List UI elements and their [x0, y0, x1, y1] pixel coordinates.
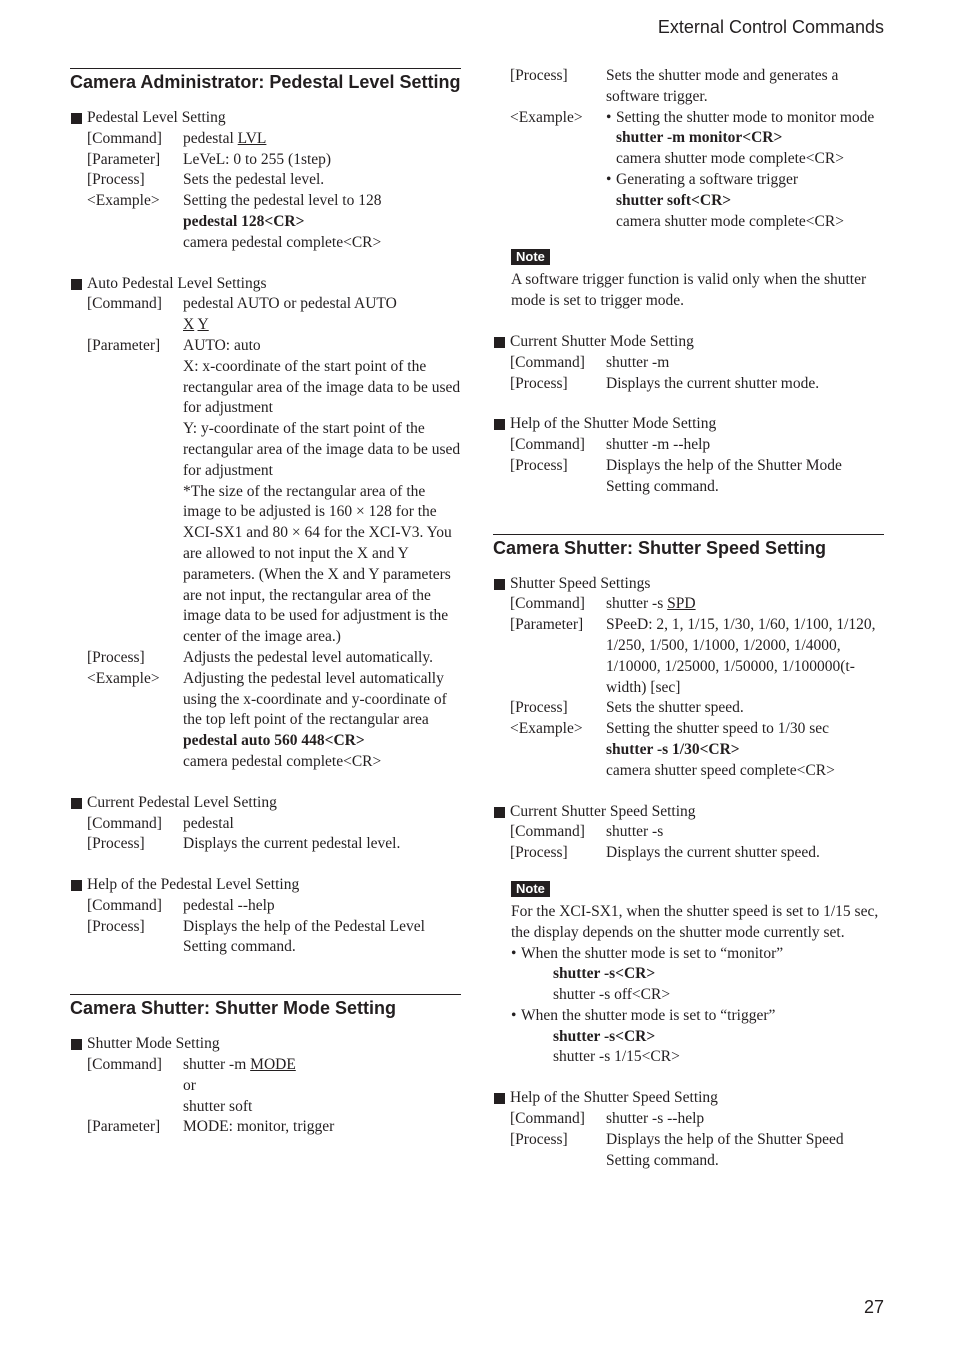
label-process: [Process] [510, 1130, 568, 1148]
label-command: [Command] [510, 436, 585, 454]
item-title: Help of the Shutter Mode Setting [493, 414, 884, 435]
item-shutter-speed-settings [493, 574, 884, 782]
label-parameter: [Parameter] [87, 150, 161, 168]
command-value: shutter -m [606, 353, 670, 371]
parameter-value: LeVeL: 0 to 255 (1step) [183, 150, 332, 168]
section-title-shutter-mode: Camera Shutter: Shutter Mode Setting [70, 994, 461, 1020]
example-value: • Setting the shutter mode to monitor mode shutter -m monitor<CR> camera shutter mode complete<CR> • Generating a software trigger shutter soft<CR> camera shutter mode complete<CR> [606, 108, 884, 233]
note-badge: Note [511, 249, 550, 265]
label-process: [Process] [510, 844, 568, 862]
item-help-shutter-mode [493, 414, 884, 497]
page-number: 27 [863, 1297, 884, 1317]
label-example: <Example> [87, 192, 160, 210]
left-column [70, 0, 461, 1138]
process-value: Displays the current shutter mode. [606, 374, 820, 392]
item-pedestal-level-setting [70, 108, 461, 254]
section-title-pedestal: Camera Administrator: Pedestal Level Setting [70, 68, 461, 94]
parameter-value: SPeeD: 2, 1, 1/15, 1/30, 1/60, 1/100, 1/120, 1/250, 1/500, 1/1000, 1/2000, 1/4000, 1/10000, 1/25000, 1/50000, 1/100000(t-width) [sec] [606, 616, 876, 696]
item-auto-pedestal-level [70, 274, 461, 773]
running-header: External Control Commands [657, 17, 884, 37]
label-example: <Example> [510, 108, 583, 126]
process-value: Displays the current pedestal level. [183, 835, 401, 853]
label-process: [Process] [87, 648, 145, 666]
item-current-shutter-mode [493, 332, 884, 394]
item-help-shutter-speed [493, 1088, 884, 1171]
note-shutter-speed-display [493, 880, 884, 1068]
label-command: [Command] [510, 823, 585, 841]
example-value: Setting the shutter speed to 1/30 sec shutter -s 1/30<CR> camera shutter speed complete<CR> [606, 720, 835, 779]
label-process: [Process] [510, 456, 568, 474]
note-text: A software trigger function is valid only when the shutter mode is set to trigger mode. [511, 271, 867, 310]
label-parameter: [Parameter] [510, 616, 584, 634]
process-value: Displays the help of the Shutter Speed Setting command. [606, 1130, 844, 1169]
label-process: [Process] [510, 67, 568, 84]
item-title: Pedestal Level Setting [70, 108, 461, 129]
item-title: Current Shutter Speed Setting [493, 802, 884, 823]
parameter-value: MODE: monitor, trigger [183, 1118, 335, 1136]
label-parameter: [Parameter] [87, 1118, 161, 1136]
label-process: [Process] [87, 171, 145, 189]
item-title: Help of the Shutter Speed Setting [493, 1088, 884, 1109]
label-command: [Command] [510, 1110, 585, 1128]
process-value: Sets the shutter mode and generates a software trigger. [606, 67, 839, 105]
label-command: [Command] [87, 896, 162, 914]
command-value: pedestal --help [183, 896, 275, 914]
item-shutter-mode-setting [70, 1034, 461, 1138]
label-command: [Command] [87, 1056, 162, 1074]
item-current-shutter-speed [493, 802, 884, 864]
item-shutter-mode-continued [493, 66, 884, 232]
label-example: <Example> [510, 720, 583, 738]
label-command: [Command] [510, 595, 585, 613]
item-title: Current Pedestal Level Setting [70, 793, 461, 814]
right-column [493, 0, 884, 1171]
label-process: [Process] [510, 374, 568, 392]
label-command: [Command] [87, 814, 162, 832]
process-value: Displays the current shutter speed. [606, 844, 820, 862]
item-title: Current Shutter Mode Setting [493, 332, 884, 353]
parameter-value: AUTO: auto X: x-coordinate of the start point of the rectangular area of the image data to be used for adjustment Y: y-coordinate of the start point of the rectangular area of the image data to be used for adjustment *The size of the rectangular area of the image to be adjusted is 160 × 128 for the XCI-SX1 and 80 × 64 for the XCI-V3. You are allowed to not input the X and Y parameters. (When the X and Y parameters are not input, the rectangular area of the image data to be used for adjustment is the center of the image area.) [183, 336, 461, 646]
process-value: Sets the pedestal level. [183, 171, 325, 189]
item-title: Help of the Pedestal Level Setting [70, 875, 461, 896]
label-process: [Process] [87, 835, 145, 853]
label-command: [Command] [510, 353, 585, 371]
label-example: <Example> [87, 669, 160, 687]
item-title: Shutter Speed Settings [493, 574, 884, 595]
note-text: For the XCI-SX1, when the shutter speed is set to 1/15 sec, the display depends on the shutter mode currently set. • When the shutter mode is set to “monitor” shutter -s<CR> shutter -s off<CR> • When the shutter mode is set to “trigger” shutter -s<CR> shutter -s 1/15<CR> [511, 902, 884, 1068]
note-software-trigger [493, 248, 884, 312]
process-value: Adjusts the pedestal level automatically. [183, 648, 433, 666]
process-value: Displays the help of the Pedestal Level Setting command. [183, 917, 425, 956]
command-value: shutter -m --help [606, 436, 711, 454]
command-value: shutter -s SPD [606, 595, 696, 613]
command-value: pedestal [183, 814, 234, 832]
command-value: shutter -s --help [606, 1110, 705, 1128]
example-value: Setting the pedestal level to 128 pedestal 128<CR> camera pedestal complete<CR> [183, 192, 382, 251]
item-help-pedestal-level [70, 875, 461, 958]
process-value: Sets the shutter speed. [606, 699, 744, 717]
item-title: Shutter Mode Setting [70, 1034, 461, 1055]
label-parameter: [Parameter] [87, 336, 161, 354]
label-process: [Process] [87, 917, 145, 935]
example-value: Adjusting the pedestal level automatically using the x-coordinate and y-coordinate of the top left point of the rectangular area pedestal auto 560 448<CR> camera pedestal complete<CR> [183, 669, 447, 770]
command-value: shutter -s [606, 823, 664, 841]
process-value: Displays the help of the Shutter Mode Setting command. [606, 456, 842, 495]
item-current-pedestal-level [70, 793, 461, 855]
label-process: [Process] [510, 699, 568, 717]
command-value: pedestal LVL [183, 129, 267, 147]
section-title-shutter-speed: Camera Shutter: Shutter Speed Setting [493, 534, 884, 560]
command-value: shutter -m MODE or shutter soft [183, 1056, 296, 1115]
command-value: pedestal AUTO or pedestal AUTO X Y [183, 295, 397, 334]
note-badge: Note [511, 881, 550, 897]
label-command: [Command] [87, 295, 162, 313]
label-command: [Command] [87, 129, 162, 147]
item-title: Auto Pedestal Level Settings [70, 274, 461, 295]
